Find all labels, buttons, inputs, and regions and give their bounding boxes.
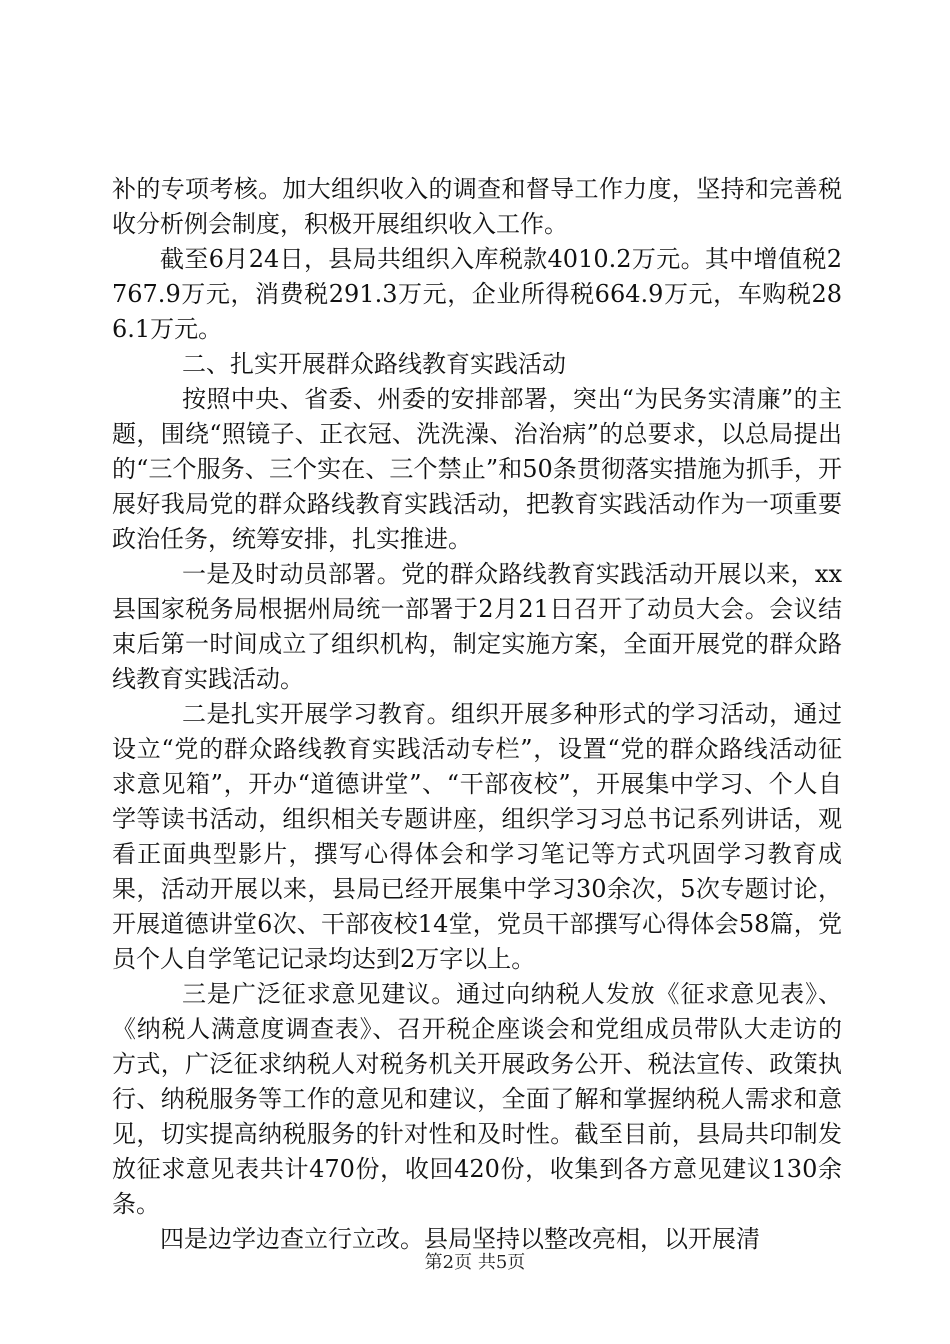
paragraph-tax-revenue: 截至6月24日，县局共组织入库税款4010.2万元。其中增值税2767.9万元，消费税291.3万元，企业所得税664.9万元，车购税286.1万元。 [112,245,842,343]
document-body [112,172,842,1257]
page-footer: 第2页 共5页 [424,1252,526,1273]
paragraph-item-two: 二是扎实开展学习教育。组织开展多种形式的学习活动，通过设立“党的群众路线教育实践活动专栏”，设置“党的群众路线活动征求意见箱”，开办“道德讲堂”、“干部夜校”，开展集中学习、个人自学等读书活动，组织相关专题讲座，组织学习习总书记系列讲话，观看正面典型影片，撰写心得体会和学习笔记等方式巩固学习教育成果，活动开展以来，县局已经开展集中学习30余次，5次专题讨论，开展道德讲堂6次、干部夜校14堂，党员干部撰写心得体会58篇，党员个人自学笔记记录均达到2万字以上。 [112,700,842,973]
paragraph-item-three: 三是广泛征求意见建议。通过向纳税人发放《征求意见表》、《纳税人满意度调查表》、召开税企座谈会和党组成员带队大走访的方式，广泛征求纳税人对税务机关开展政务公开、税法宣传、政策执行、纳税服务等工作的意见和建议，全面了解和掌握纳税人需求和意见，切实提高纳税服务的针对性和及时性。截至目前，县局共印制发放征求意见表共计470份，收回420份，收集到各方意见建议130余条。 [112,980,842,1218]
paragraph-overview: 按照中央、省委、州委的安排部署，突出“为民务实清廉”的主题，围绕“照镜子、正衣冠、洗洗澡、治治病”的总要求，以总局提出的“三个服务、三个实在、三个禁止”和50条贯彻落实措施为抓手，开展好我局党的群众路线教育实践活动，把教育实践活动作为一项重要政治任务，统筹安排，扎实推进。 [112,385,842,553]
section-heading: 二、扎实开展群众路线教育实践活动 [182,350,566,378]
paragraph-continuation: 补的专项考核。加大组织收入的调查和督导工作力度，坚持和完善税收分析例会制度，积极开展组织收入工作。 [112,175,842,238]
paragraph-item-one: 一是及时动员部署。党的群众路线教育实践活动开展以来，xx县国家税务局根据州局统一部署于2月21日召开了动员大会。会议结束后第一时间成立了组织机构，制定实施方案，全面开展党的群众路线教育实践活动。 [112,560,842,693]
paragraph-item-four: 四是边学边查立行立改。县局坚持以整改亮相，以开展清 [160,1225,760,1253]
